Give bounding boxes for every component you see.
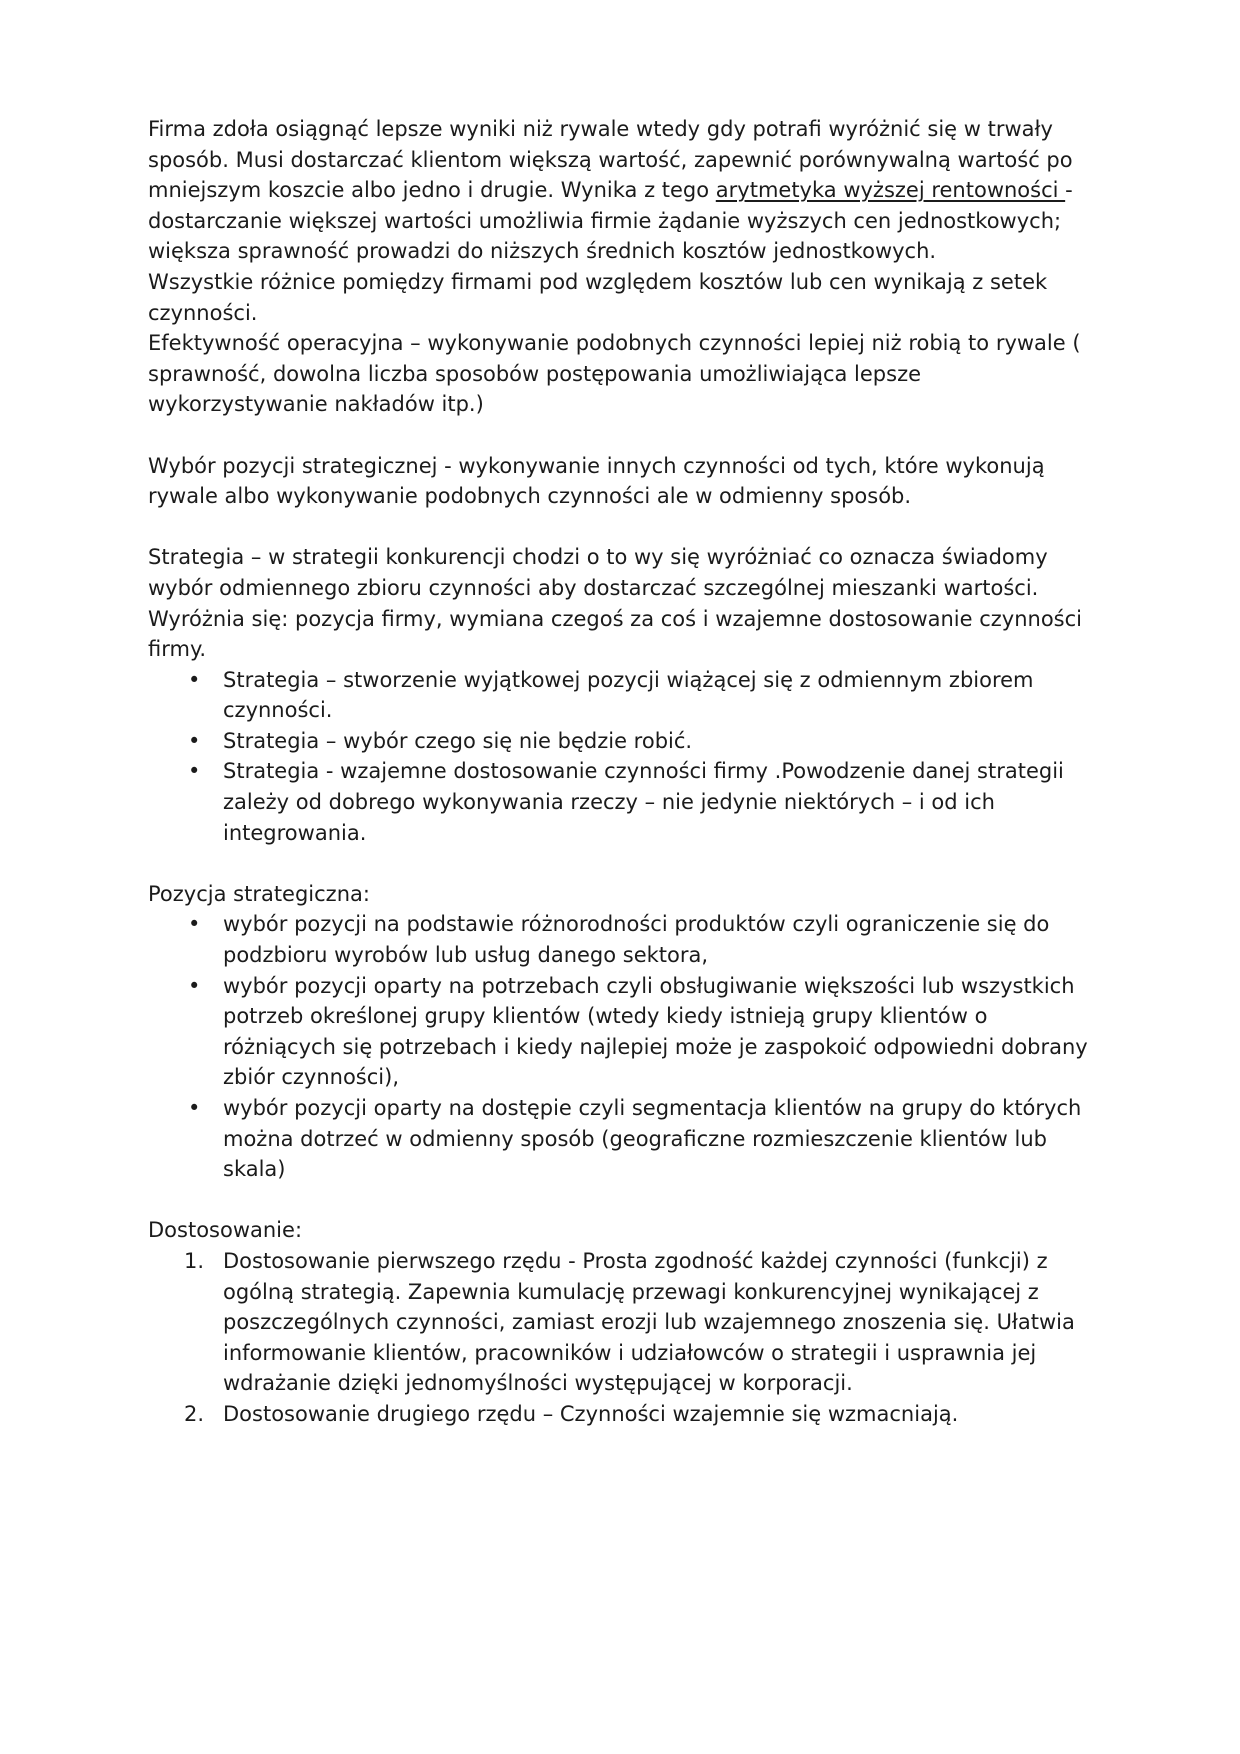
list-item-text: Strategia – stworzenie wyjątkowej pozycji wiążącej się z odmiennym zbiorem czynności.: [223, 667, 1034, 723]
list-item: [148, 756, 1098, 848]
blank-line: [148, 420, 1098, 451]
list-item-text: Dostosowanie drugiego rzędu – Czynności wzajemnie się wzmacniają.: [223, 1401, 959, 1426]
blank-line: [148, 512, 1098, 543]
list-item: [148, 1246, 1098, 1399]
differences-paragraph: Wszystkie różnice pomiędzy firmami pod względem kosztów lub cen wynikają z setek czynności.: [148, 269, 1048, 325]
bullet-icon: •: [188, 667, 201, 692]
document-page: [148, 114, 1098, 1430]
list-item-text: Strategia – wybór czego się nie będzie robić.: [223, 728, 693, 753]
positioning-bullet-list: [148, 909, 1098, 1184]
strategy-bullet-list: [148, 665, 1098, 849]
intro-text-start: Firma zdoła osiągnąć lepsze wyniki niż rywale wtedy gdy potrafi wyróżnić się w trwały sposób. Musi dostarczać klientom większą wartość, zapewnić porównywalną wartość po mniejszym koszcie albo jedno i drugie. Wynika z tego: [148, 117, 1073, 203]
bullet-icon: •: [188, 912, 201, 937]
intro-text-end: - dostarczanie większej wartości umożliwia firmie żądanie wyższych cen jednostkowych; większa sprawność prowadzi do niższych średnich kosztów jednostkowych.: [148, 178, 1073, 264]
intro-paragraph: [148, 114, 1098, 267]
underlined-term: arytmetyka wyższej rentowności: [715, 178, 1066, 203]
blank-line: [148, 848, 1098, 879]
list-item-text: wybór pozycji oparty na dostępie czyli segmentacja klientów na grupy do których można dotrzeć w odmienny sposób (geograficzne rozmieszczenie klientów lub skala): [223, 1096, 1082, 1182]
strategic-position-paragraph: Wybór pozycji strategicznej - wykonywanie innych czynności od tych, które wykonują rywale albo wykonywanie podobnych czynności ale w odmienny sposób.: [148, 453, 1045, 509]
list-item-text: Dostosowanie pierwszego rzędu - Prosta zgodność każdej czynności (funkcji) z ogólną strategią. Zapewnia kumulację przewagi konkurencyjnej wynikającej z poszczególnych czynności, zamiast erozji lub wzajemnego znoszenia się. Ułatwia informowanie klientów, pracowników i udziałowców o strategii i usprawnia jej wdrażanie dzięki jednomyślności występującej w korporacji.: [223, 1248, 1075, 1396]
strategy-paragraph: Strategia – w strategii konkurencji chodzi o to wy się wyróżniać co oznacza świadomy wybór odmiennego zbioru czynności aby dostarczać szczególnej mieszanki wartości. Wyróżnia się: pozycja firmy, wymiana czegoś za coś i wzajemne dostosowanie czynności firmy.: [148, 545, 1083, 662]
list-item: [148, 726, 1098, 757]
operational-efficiency-paragraph: Efektywność operacyjna – wykonywanie podobnych czynności lepiej niż robią to rywale ( sprawność, dowolna liczba sposobów postępowania umożliwiająca lepsze wykorzystywanie nakładów itp.): [148, 331, 1081, 417]
list-item-text: Strategia - wzajemne dostosowanie czynności firmy .Powodzenie danej strategii zależy od dobrego wykonywania rzeczy – nie jedynie niektórych – i od ich integrowania.: [223, 759, 1064, 845]
bullet-icon: •: [188, 1096, 201, 1120]
bullet-icon: •: [188, 759, 201, 784]
list-item: [148, 1093, 1098, 1185]
list-item: [148, 1399, 1098, 1430]
blank-line: [148, 1185, 1098, 1216]
list-item-text: wybór pozycji oparty na potrzebach czyli obsługiwanie większości lub wszystkich potrzeb określonej grupy klientów (wtedy kiedy istnieją grupy klientów o różniących się potrzebach i kiedy najlepiej może je zaspokoić odpowiedni dobrany zbiór czynności),: [223, 973, 1088, 1090]
bullet-icon: •: [188, 973, 201, 998]
list-item: [148, 971, 1098, 1093]
list-item: [148, 909, 1098, 970]
fit-heading: Dostosowanie:: [148, 1218, 303, 1243]
list-number: 2.: [184, 1401, 205, 1426]
bullet-icon: •: [188, 728, 201, 753]
fit-numbered-list: [148, 1246, 1098, 1430]
list-item: [148, 665, 1098, 726]
list-item-text: wybór pozycji na podstawie różnorodności produktów czyli ograniczenie się do podzbioru wyrobów lub usług danego sektora,: [223, 912, 1050, 968]
list-number: 1.: [184, 1248, 205, 1273]
positioning-heading: Pozycja strategiczna:: [148, 881, 370, 906]
